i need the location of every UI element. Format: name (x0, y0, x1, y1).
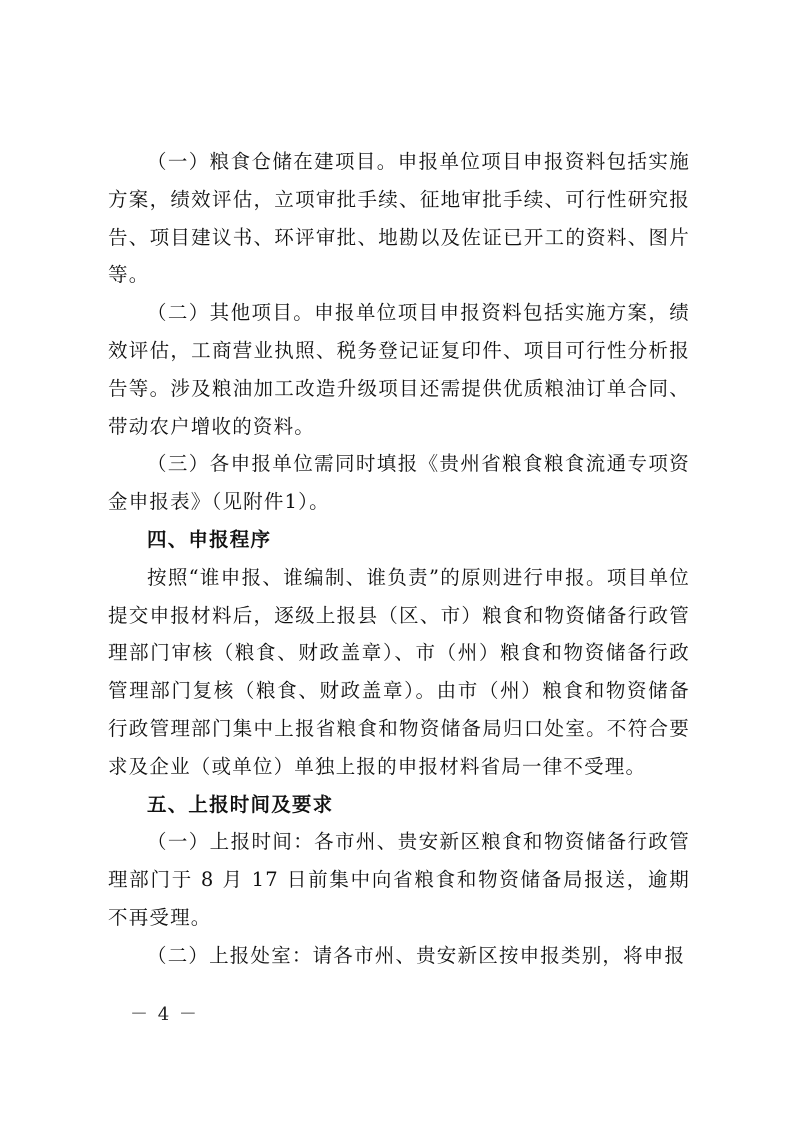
heading-submission-time-requirements: 五、上报时间及要求 (147, 792, 334, 816)
paragraph-other-projects: （二）其他项目。申报单位项目申报资料包括实施方案，绩效评估，工商营业执照、税务登记证复印件、项目可行性分析报告等。涉及粮油加工改造升级项目还需提供优质粮油订单合同、带动农户增收的资料。 (108, 301, 690, 438)
heading-application-procedure: 四、申报程序 (147, 527, 272, 551)
document-body (108, 143, 690, 975)
paragraph-application-form: （三）各申报单位需同时填报《贵州省粮食粮食流通专项资金申报表》（见附件1）。 (108, 452, 690, 514)
paragraph-grain-storage-projects: （一）粮食仓储在建项目。申报单位项目申报资料包括实施方案，绩效评估，立项审批手续、征地审批手续、可行性研究报告、项目建议书、环评审批、地勘以及佐证已开工的资料、图片等。 (108, 150, 690, 287)
paragraph-submission-time: （一）上报时间：各市州、贵安新区粮食和物资储备行政管理部门于 8 月 17 日前集中向省粮食和物资储备局报送，逾期不再受理。 (108, 830, 690, 929)
paragraph-submission-office: （二）上报处室：请各市州、贵安新区按申报类别，将申报 (147, 943, 686, 967)
paragraph-procedure-details: 按照“谁申报、谁编制、谁负责”的原则进行申报。项目单位提交申报材料后，逐级上报县（区、市）粮食和物资储备行政管理部门审核（粮食、财政盖章）、市（州）粮食和物资储备行政管理部门复核（粮食、财政盖章）。由市（州）粮食和物资储备行政管理部门集中上报省粮食和物资储备局归口处室。不符合要求及企业（或单位）单独上报的申报材料省局一律不受理。 (108, 565, 690, 778)
page-number: － 4 － (130, 1004, 199, 1025)
